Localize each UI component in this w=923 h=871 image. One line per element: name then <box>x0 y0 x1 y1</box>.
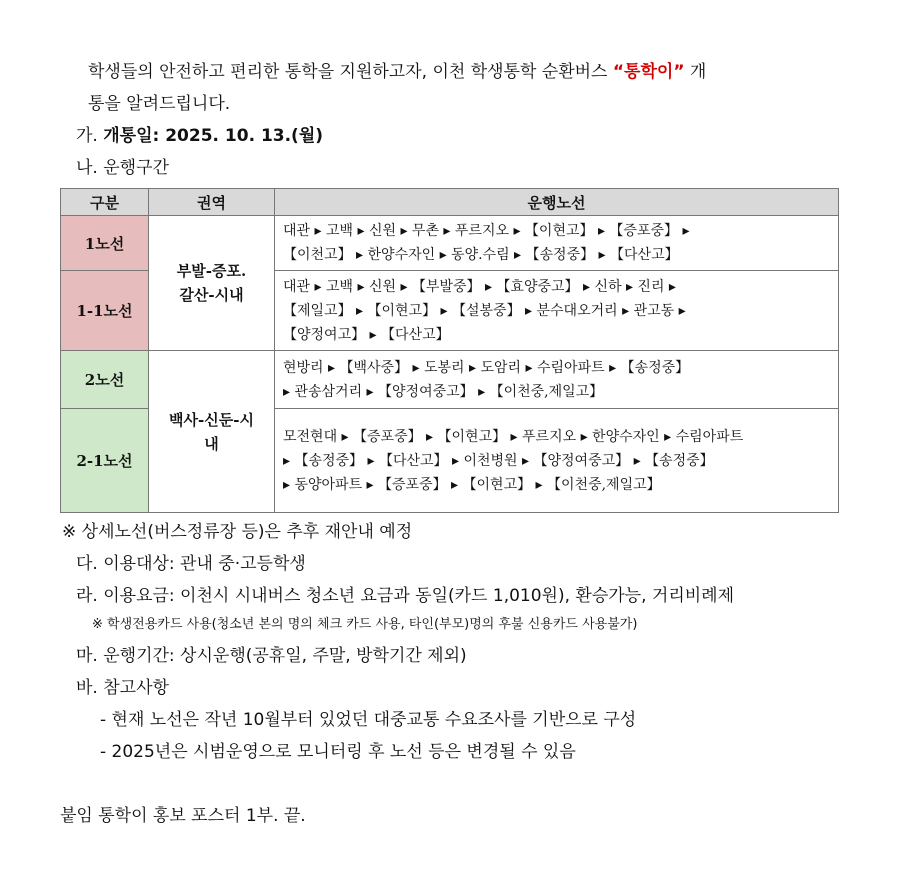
region-cell-1 <box>149 216 275 351</box>
region-cell-2 <box>149 351 275 513</box>
note-item-2: - 2025년은 시범운영으로 모니터링 후 노선 등은 변경될 수 있음 <box>100 742 576 762</box>
header-division: 구분 <box>61 189 149 216</box>
route-stops-line: 【이천고】 ▸ 한양수자인 ▸ 동양.수림 ▸ 【송정중】 ▸ 【다산고】 <box>283 247 679 263</box>
table-row <box>61 351 839 409</box>
route-line-1: 1노선 <box>61 216 149 271</box>
header-route: 운행노선 <box>275 189 839 216</box>
route-line-2: 2노선 <box>61 351 149 409</box>
region-text: 갈산-시내 <box>179 286 244 304</box>
route-stops-line: ▸ 동양아파트 ▸ 【증포중】 ▸ 【이현고】 ▸ 【이천중,제일고】 <box>283 476 661 493</box>
region-text: 백사-신둔-시 <box>169 410 254 429</box>
region-text: 부발-증포. <box>176 262 247 280</box>
route-stops <box>275 216 839 271</box>
note-item-1: - 현재 노선은 작년 10월부터 있었던 대중교통 수요조사를 기반으로 구성 <box>100 710 637 730</box>
table-row <box>61 216 839 271</box>
table-header-row <box>61 189 839 216</box>
intro-text-end: 개 <box>684 62 707 82</box>
opening-date: 개통일: 2025. 10. 13.(월) <box>103 126 324 146</box>
intro-line-1 <box>88 57 706 82</box>
route-stops <box>275 271 839 351</box>
section-ba: 바. 참고사항 <box>76 678 169 698</box>
route-stops-line: 모전현대 ▸ 【증포중】 ▸ 【이현고】 ▸ 푸르지오 ▸ 한양수자인 ▸ 수림아파트 <box>283 428 744 445</box>
section-ma: 마. 운행기간: 상시운행(공휴일, 주말, 방학기간 제외) <box>76 646 467 666</box>
route-stops-line: 대관 ▸ 고백 ▸ 신원 ▸ 무촌 ▸ 푸르지오 ▸ 【이현고】 ▸ 【증포중】 ▸ <box>283 223 690 239</box>
route-stops <box>275 351 839 409</box>
intro-line-2: 통을 알려드립니다. <box>88 94 231 114</box>
route-line-1-1: 1-1노선 <box>61 271 149 351</box>
fare-card-note: ※ 학생전용카드 사용(청소년 본의 명의 체크 카드 사용, 타인(부모)명의 후불 신용카드 사용불가) <box>92 617 638 632</box>
route-stops <box>275 409 839 513</box>
route-stops-line: 【제일고】 ▸ 【이현고】 ▸ 【설봉중】 ▸ 분수대오거리 ▸ 관고동 ▸ <box>283 302 686 319</box>
section-ra: 라. 이용요금: 이천시 시내버스 청소년 요금과 동일(카드 1,010원), 환승가능, 거리비례제 <box>76 586 735 606</box>
route-stops-line: 대관 ▸ 고백 ▸ 신원 ▸ 【부발중】 ▸ 【효양중고】 ▸ 신하 ▸ 진리 ▸ <box>283 278 676 295</box>
bus-name-highlight: “통학이” <box>612 62 685 82</box>
attachment-line: 붙임 통학이 홍보 포스터 1부. 끝. <box>60 806 306 826</box>
section-da: 다. 이용대상: 관내 중·고등학생 <box>76 554 306 574</box>
section-ga <box>76 121 323 146</box>
section-ga-prefix: 가. <box>76 126 104 146</box>
route-stops-line: 현방리 ▸ 【백사중】 ▸ 도봉리 ▸ 도암리 ▸ 수림아파트 ▸ 【송정중】 <box>283 359 690 376</box>
header-region: 권역 <box>149 189 275 216</box>
route-table <box>60 188 839 513</box>
detail-note: ※ 상세노선(버스정류장 등)은 추후 재안내 예정 <box>62 522 413 542</box>
intro-text: 학생들의 안전하고 편리한 통학을 지원하고자, 이천 학생통학 순환버스 <box>88 62 613 82</box>
route-stops-line: ▸ 【송정중】 ▸ 【다산고】 ▸ 이천병원 ▸ 【양정여중고】 ▸ 【송정중】 <box>283 452 714 469</box>
route-line-2-1: 2-1노선 <box>61 409 149 513</box>
region-text: 내 <box>204 434 219 453</box>
section-na: 나. 운행구간 <box>76 158 169 178</box>
route-stops-line: ▸ 관송삼거리 ▸ 【양정여중고】 ▸ 【이천중,제일고】 <box>283 383 604 400</box>
route-stops-line: 【양정여고】 ▸ 【다산고】 <box>283 326 450 343</box>
